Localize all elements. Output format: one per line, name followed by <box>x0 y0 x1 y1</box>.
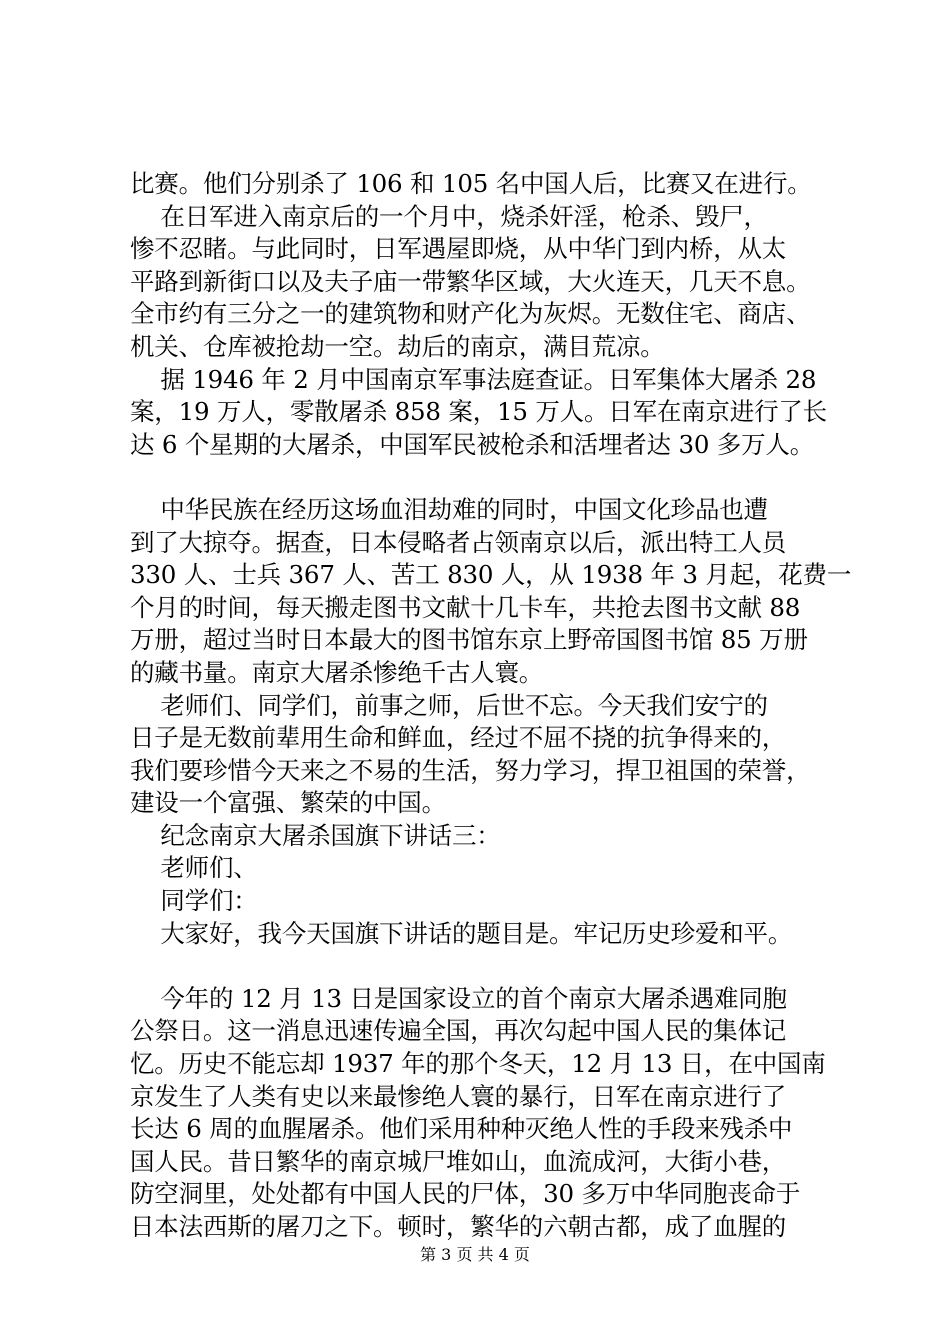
text-line: 惨不忍睹。与此同时，日军遇屋即烧，从中华门到内桥，从太 <box>130 234 787 264</box>
text-line: 日子是无数前辈用生命和鲜血，经过不屈不挠的抗争得来的， <box>130 723 787 753</box>
text-line: 京发生了人类有史以来最惨绝人寰的暴行，日军在南京进行了 <box>130 1081 787 1111</box>
text-line: 万册，超过当时日本最大的图书馆东京上野帝国图书馆 85 万册 <box>130 625 808 655</box>
blank-line <box>130 950 830 983</box>
document-body <box>130 168 852 1244</box>
text-line: 机关、仓库被抢劫一空。劫后的南京，满目荒凉。 <box>130 331 665 361</box>
text-line: 比赛。他们分别杀了 106 和 105 名中国人后，比赛又在进行。 <box>130 169 812 198</box>
salutation-line: 老师们、 <box>130 853 258 883</box>
text-line: 全市约有三分之一的建筑物和财产化为灰烬。无数住宅、商店、 <box>130 299 811 329</box>
text-line: 日本法西斯的屠刀之下。顿时，繁华的六朝古都，成了血腥的 <box>130 1212 787 1241</box>
text-line: 中华民族在经历这场血泪劫难的同时，中国文化珍品也遭 <box>130 494 768 524</box>
text-line: 在日军进入南京后的一个月中，烧杀奸淫，枪杀、毁尸， <box>130 201 768 231</box>
text-line: 长达 6 周的血腥屠杀。他们采用种种灭绝人性的手段来残杀中 <box>130 1114 793 1144</box>
text-line: 的藏书量。南京大屠杀惨绝千古人寰。 <box>130 657 544 687</box>
text-line: 公祭日。这一消息迅速传遍全国，再次勾起中国人民的集体记 <box>130 1016 787 1046</box>
text-line: 个月的时间，每天搬走图书文献十几卡车，共抢去图书文献 88 <box>130 592 801 622</box>
text-line: 防空洞里，处处都有中国人民的尸体，30 多万中华同胞丧命于 <box>130 1179 801 1209</box>
text-line: 330 人、士兵 367 人、苦工 830 人，从 1938 年 3 月起，花费一 <box>130 560 852 590</box>
text-line: 大家好，我今天国旗下讲话的题目是。牢记历史珍爱和平。 <box>130 918 793 948</box>
section-title: 纪念南京大屠杀国旗下讲话三： <box>130 820 501 850</box>
text-line: 建设一个富强、繁荣的中国。 <box>130 788 446 818</box>
text-line: 我们要珍惜今天来之不易的生活，努力学习，捍卫祖国的荣誉， <box>130 755 811 785</box>
text-line: 到了大掠夺。据查，日本侵略者占领南京以后，派出特工人员 <box>130 527 787 557</box>
text-line: 老师们、同学们，前事之师，后世不忘。今天我们安宁的 <box>130 690 768 720</box>
page-number-footer: 第 3 页 共 4 页 <box>420 1245 530 1264</box>
text-line: 今年的 12 月 13 日是国家设立的首个南京大屠杀遇难同胞 <box>130 983 787 1013</box>
text-line: 达 6 个星期的大屠杀，中国军民被枪杀和活埋者达 30 多万人。 <box>130 429 815 459</box>
text-line: 国人民。昔日繁华的南京城尸堆如山，血流成河，大街小巷， <box>130 1146 787 1176</box>
text-line: 忆。历史不能忘却 1937 年的那个冬天，12 月 13 日，在中国南 <box>130 1049 826 1079</box>
text-line: 据 1946 年 2 月中国南京军事法庭查证。日军集体大屠杀 28 <box>130 364 817 394</box>
blank-line <box>130 461 830 494</box>
text-line: 案，19 万人，零散屠杀 858 案，15 万人。日军在南京进行了长 <box>130 397 827 427</box>
text-line: 平路到新街口以及夫子庙一带繁华区域，大火连天，几天不息。 <box>130 266 811 296</box>
salutation-line: 同学们： <box>130 886 258 916</box>
